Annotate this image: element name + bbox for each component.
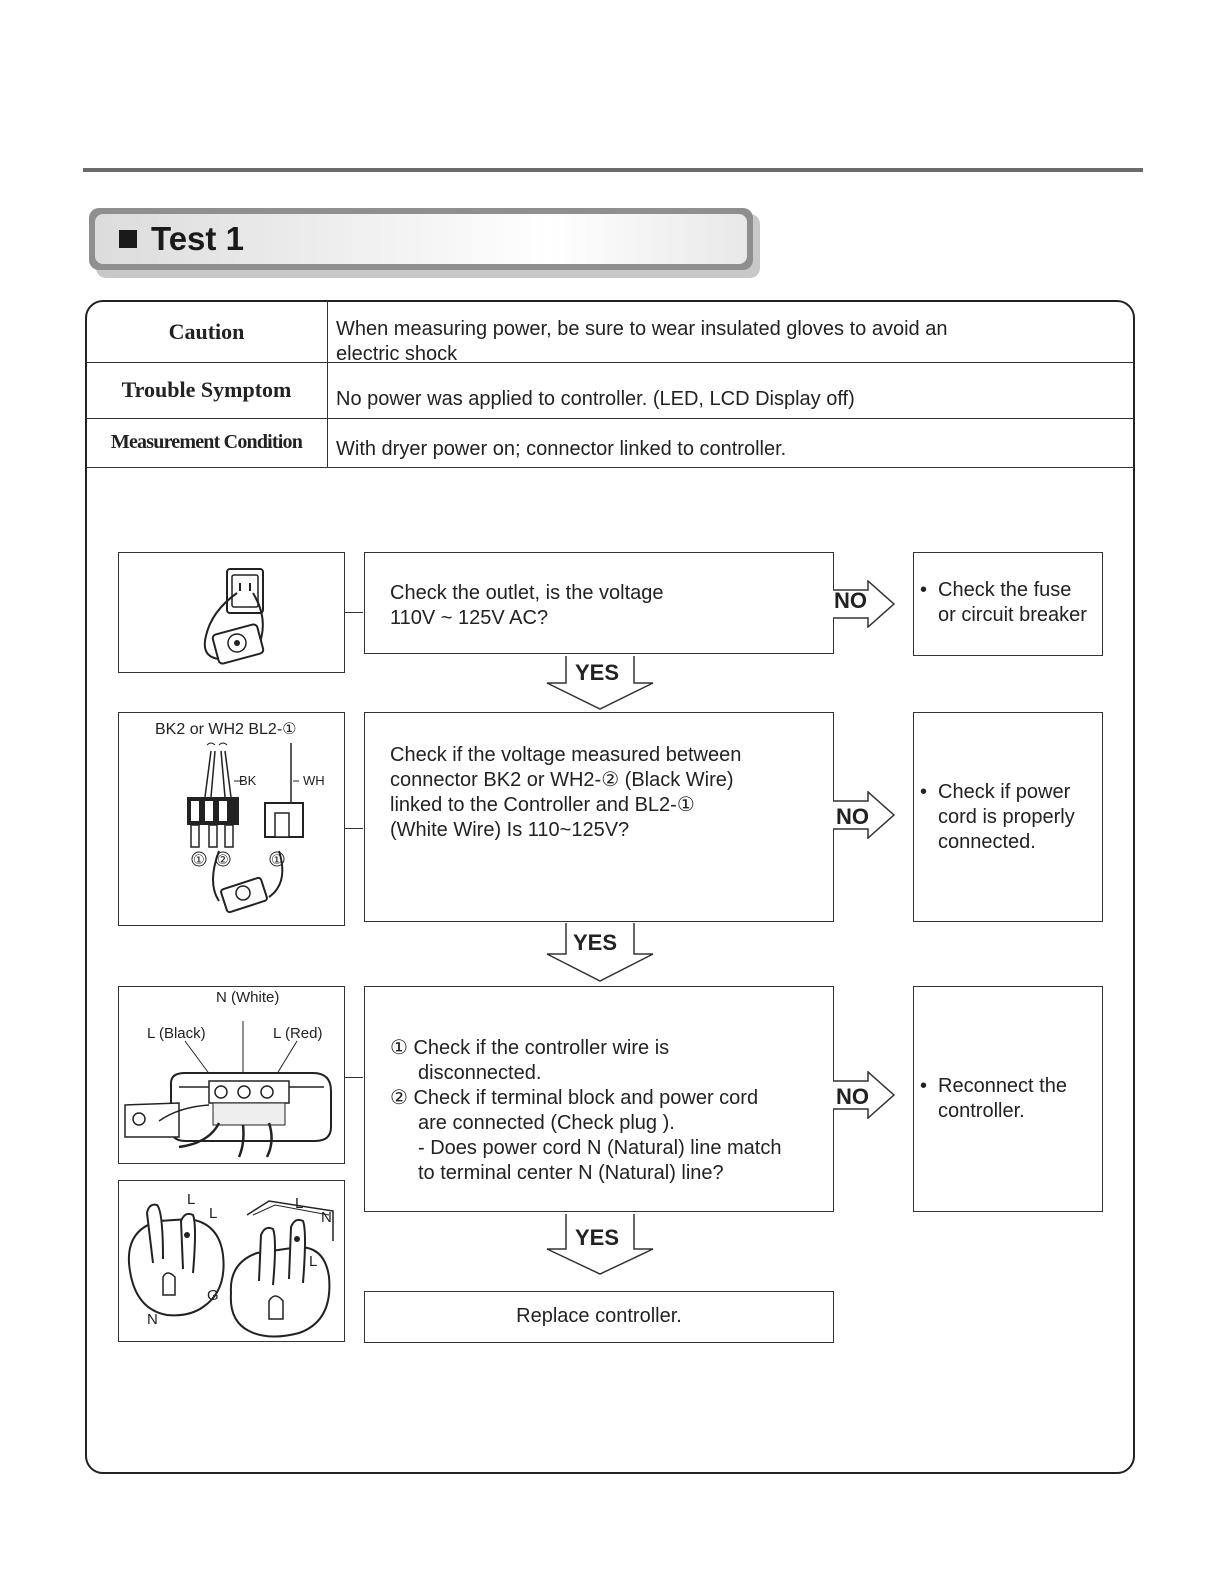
pin-2-label: ② [217, 852, 229, 867]
outlet-meter-image [118, 552, 345, 673]
question-line: disconnected. [418, 1062, 542, 1084]
n-white-label: N (White) [216, 989, 280, 1006]
question-line: ② Check if terminal block and power cord [390, 1087, 759, 1109]
terminal-block-image [118, 986, 345, 1164]
plug-diagram-image [118, 1180, 345, 1342]
l-red-label: L (Red) [273, 1025, 323, 1042]
step3-yes-label: YES [575, 1225, 620, 1250]
step2-action-text: • Check if power cord is properly connected. [920, 781, 1075, 853]
question-line: to terminal center N (Natural) line? [418, 1162, 724, 1184]
question-line: linked to the Controller and BL2-① [390, 794, 695, 816]
wh-label: WH [303, 773, 325, 788]
top-rule [83, 168, 1143, 172]
measurement-condition-label: Measurement Condition [110, 431, 303, 453]
step2-yes-label: YES [573, 930, 618, 955]
step3-no-label: NO [836, 1084, 869, 1109]
connector-line [345, 828, 363, 829]
action-line: controller. [938, 1100, 1025, 1122]
question-line: Check if the voltage measured between [390, 744, 742, 766]
trouble-symptom-label: Trouble Symptom [121, 377, 292, 402]
connector-caption: BK2 or WH2 BL2-① [155, 721, 297, 738]
pin-1-label: ① [193, 852, 205, 867]
question-line: (White Wire) Is 110~125V? [390, 819, 630, 841]
plug-l-label-1: L [187, 1191, 196, 1208]
step3-action-text: • Reconnect the controller. [920, 1075, 1067, 1122]
step1-yes-label: YES [575, 660, 620, 685]
plug-n-label-2: N [147, 1311, 158, 1328]
caution-text [336, 317, 1116, 367]
action-line: or circuit breaker [938, 604, 1087, 626]
table-column-divider [327, 301, 328, 467]
table-divider-3 [86, 467, 1134, 468]
plug-g-label: G [207, 1287, 219, 1304]
step2-question-text [390, 743, 741, 843]
action-line: cord is properly [938, 806, 1075, 828]
action-line: connected. [938, 831, 1036, 853]
page-title: Test 1 [151, 220, 244, 257]
pin-3-label: ① [271, 852, 283, 867]
step1-question-text [390, 581, 664, 631]
step1-action-text: • Check the fuse or circuit breaker [920, 579, 1087, 626]
connector-illustration [119, 713, 345, 926]
question-line: 110V ~ 125V AC? [390, 607, 549, 629]
step3-question-text [390, 1036, 830, 1186]
step1-no-label: NO [834, 588, 867, 613]
square-bullet-icon [119, 230, 137, 248]
plug-l-label-2: L [209, 1205, 218, 1222]
question-line: ① Check if the controller wire is [390, 1037, 670, 1059]
bk-label: BK [239, 773, 257, 788]
measurement-condition-text: With dryer power on; connector linked to controller. [336, 438, 787, 460]
question-line: Check the outlet, is the voltage [390, 582, 664, 604]
l-black-label: L (Black) [147, 1025, 206, 1042]
plug-n-label-1: N [321, 1209, 332, 1226]
question-line: are connected (Check plug ). [418, 1112, 675, 1134]
caution-label: Caution [168, 318, 245, 344]
outlet-meter-illustration [119, 553, 345, 673]
action-line: Check if power [938, 781, 1071, 803]
action-line: Reconnect the [938, 1075, 1067, 1097]
action-line: Check the fuse [938, 579, 1072, 601]
caution-text-line: When measuring power, be sure to wear insulated gloves to avoid an [336, 318, 948, 340]
title-bar-inner [95, 214, 747, 264]
plug-l-label-3: L [295, 1195, 304, 1212]
final-action-text: Replace controller. [516, 1305, 682, 1327]
plug-l-label-4: L [309, 1253, 318, 1270]
trouble-symptom-text: No power was applied to controller. (LED, LCD Display off) [336, 388, 855, 410]
step2-no-label: NO [836, 804, 869, 829]
terminal-block-illustration [119, 987, 345, 1164]
question-line: connector BK2 or WH2-② (Black Wire) [390, 769, 734, 791]
caution-text-line: electric shock [336, 343, 458, 365]
question-line: - Does power cord N (Natural) line match [418, 1137, 782, 1159]
connector-diagram-image [118, 712, 345, 926]
connector-line [345, 612, 363, 613]
connector-line [345, 1077, 363, 1078]
